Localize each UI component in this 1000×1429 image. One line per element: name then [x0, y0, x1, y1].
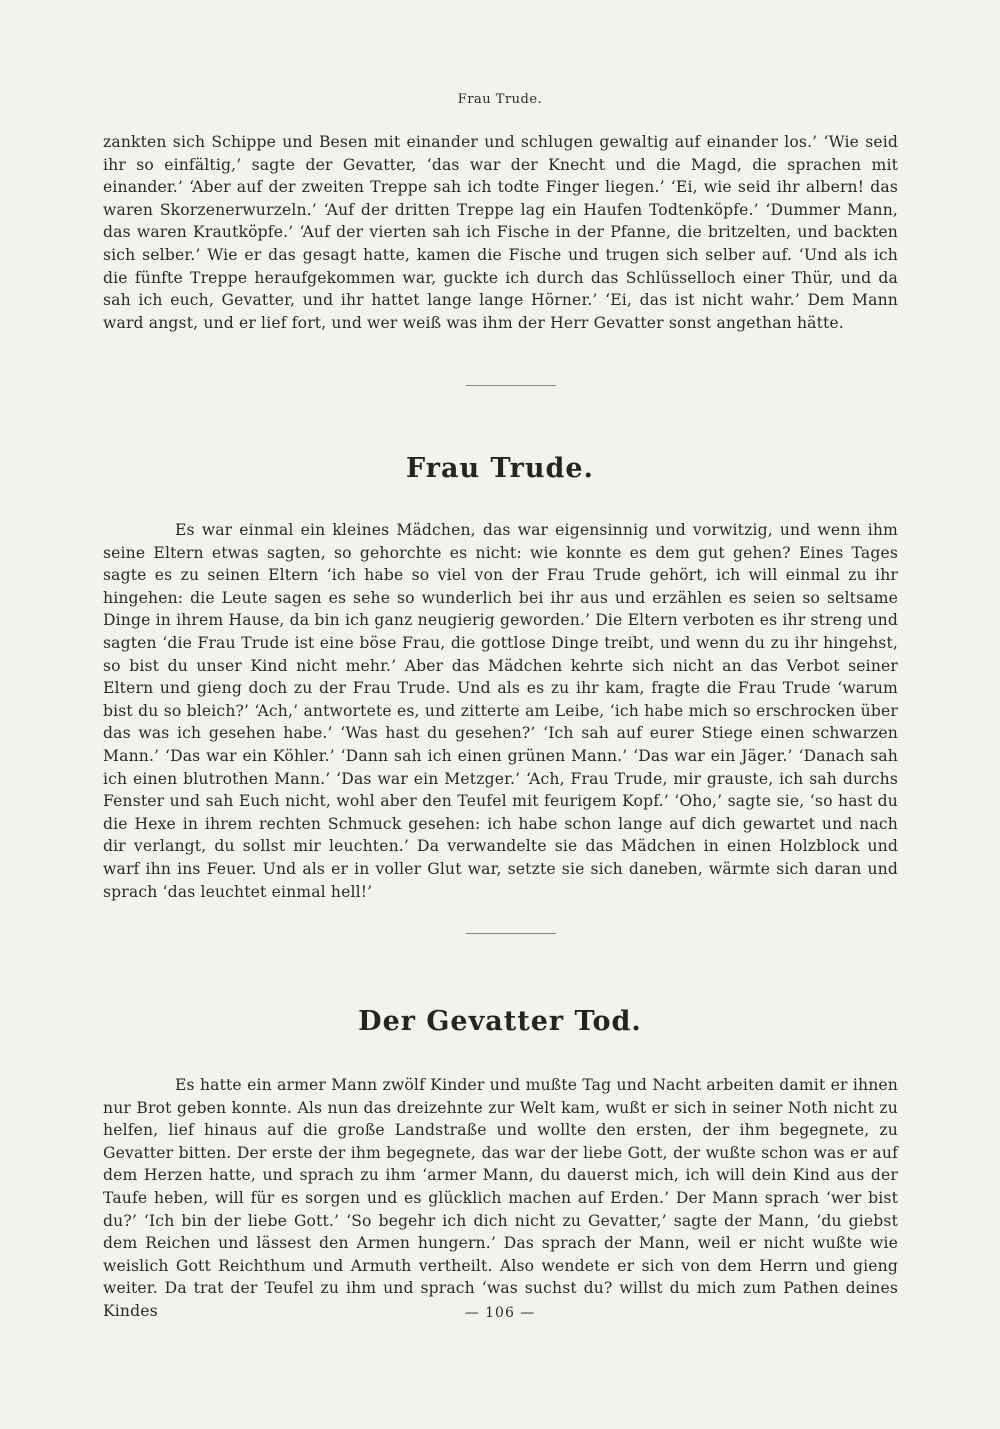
- story-body-frau-trude: Es war einmal ein kleines Mädchen, das war eigensinnig und vorwitzig, und wenn ihm seine Eltern etwas sagten, so gehorchte es nicht: wie konnte es dem gut gehen? Eines Tages sagte es zu seinen Eltern ‘ich habe so viel von der Frau Trude gehört, ich will einmal zu ihr hingehen: die Leute sagen es sehe so wunderlich bei ihr aus und erzählen es seien so seltsame Dinge in ihrem Hause, da bin ich ganz neugierig geworden.’ Die Eltern verboten es ihr streng und sagten ‘die Frau Trude ist eine böse Frau, die gottlose Dinge treibt, und wenn du zu ihr hingehst, so bist du unser Kind nicht mehr.’ Aber das Mädchen kehrte sich nicht an das Verbot seiner Eltern und gieng doch zu der Frau Trude. Und als es zu ihr kam, fragte die Frau Trude ‘warum bist du so bleich?’ ‘Ach,’ antwortete es, und zitterte am Leibe, ‘ich habe mich so erschrocken über das was ich gesehen habe.’ ‘Was hast du gesehen?’ ‘Ich sah auf eurer Stiege einen schwarzen Mann.’ ‘Das war ein Köhler.’ ‘Dann sah ich einen grünen Mann.’ ‘Das war ein Jäger.’ ‘Danach sah ich einen blutrothen Mann.’ ‘Das war ein Metzger.’ ‘Ach, Frau Trude, mir grauste, ich sah durchs Fenster und sah Euch nicht, wohl aber den Teufel mit feurigem Kopf.’ ‘Oho,’ sagte sie, ‘so hast du die Hexe in ihrem rechten Schmuck gesehen: ich habe schon lange auf dich gewartet und nach dir verlangt, du sollst mir leuchten.’ Da verwandelte sie das Mädchen in einen Holzblock und warf ihn ins Feuer. Und als er in voller Glut war, setzte sie sich daneben, wärmte sich daran und sprach ‘das leuchtet einmal hell!’: [103, 521, 898, 901]
- page-number: — 106 —: [464, 1305, 536, 1321]
- continuation-paragraph: zankten sich Schippe und Besen mit einander und schlugen gewaltig auf einander los.’ ‘Wie seid ihr so einfältig,’ sagte der Gevatter, ‘das war der Knecht und die Magd, die sprachen mit einander.’ ‘Aber auf der zweiten Treppe sah ich todte Finger liegen.’ ‘Ei, wie seid ihr albern! das waren Skorzenerwurzeln.’ ‘Auf der dritten Treppe lag ein Haufen Todtenköpfe.’ ‘Dummer Mann, das waren Krautköpfe.’ ‘Auf der vierten sah ich Fische in der Pfanne, die britzelten, und backten sich selber.’ Wie er das gesagt hatte, kamen die Fische und trugen sich selber auf. ‘Und als ich die fünfte Treppe heraufgekommen war, guckte ich durch das Schlüsselloch einer Thür, und da sah ich euch, Gevatter, und ihr hattet lange lange Hörner.’ ‘Ei, das ist nicht wahr.’ Dem Mann ward angst, und er lief fort, und wer weiß was ihm der Herr Gevatter sonst angethan hätte.: [103, 133, 898, 332]
- story-title-frau-trude: Frau Trude.: [406, 453, 594, 484]
- section-divider: [466, 385, 556, 386]
- story-title-gevatter-tod: Der Gevatter Tod.: [358, 1006, 642, 1037]
- story-body-gevatter-tod: Es hatte ein armer Mann zwölf Kinder und mußte Tag und Nacht arbeiten damit er ihnen nur Brot geben konnte. Als nun das dreizehnte zur Welt kam, wußt er sich in seiner Noth nicht zu helfen, lief hinaus auf die große Landstraße und wollte den ersten, der ihm begegnete, zu Gevatter bitten. Der erste der ihm begegnete, das war der liebe Gott, der wußte schon was er auf dem Herzen hatte, und sprach zu ihm ‘armer Mann, du dauerst mich, ich will dein Kind aus der Taufe heben, will für es sorgen und es glücklich machen auf Erden.’ Der Mann sprach ‘wer bist du?’ ‘Ich bin der liebe Gott.’ ‘So begehr ich dich nicht zu Gevatter,’ sagte der Mann, ‘du giebst dem Reichen und lässest den Armen hungern.’ Das sprach der Mann, weil er nicht wußte wie weislich Gott Reichthum und Armuth vertheilt. Also wendete er sich von dem Herrn und gieng weiter. Da trat der Teufel zu ihm und sprach ‘was suchst du? willst du mich zum Pathen deines Kindes: [103, 1076, 898, 1320]
- running-head: Frau Trude.: [457, 92, 543, 107]
- section-divider: [466, 933, 556, 934]
